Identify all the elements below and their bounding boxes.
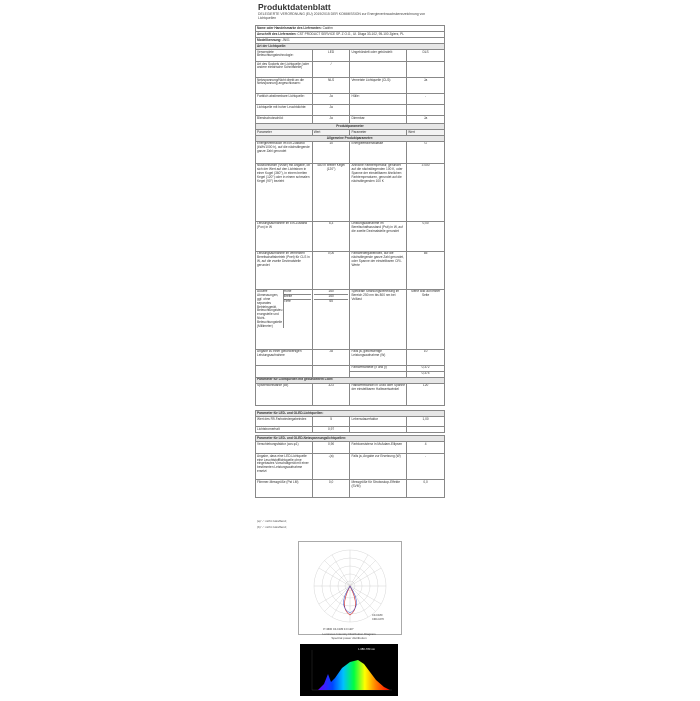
section-led-oled: Parameter für LED- und OLED-Lichtquellen: bbox=[256, 411, 445, 417]
table-cell: Farbkonsistenz in McAdam-Ellipsen bbox=[350, 442, 407, 454]
table-cell: - bbox=[407, 454, 445, 480]
table-cell: Lichtstromerhalt bbox=[256, 427, 313, 433]
polar-svg bbox=[299, 542, 401, 634]
table-cell: Blendschutzschild: bbox=[256, 115, 313, 123]
table-cell: 0,00 bbox=[407, 221, 445, 251]
table-cell: Ja bbox=[312, 349, 350, 365]
table-cell: Leistungsaufnahme im Ein-Zustand (Pon) in W bbox=[256, 221, 313, 251]
footnote-a: (a) '-': nicht zutreffend; bbox=[257, 519, 287, 523]
spectrum-chart bbox=[300, 644, 398, 696]
table-cell: Netzspannung/Nicht direkt an die Netzspannung angeschlossen: bbox=[256, 77, 313, 93]
table-cell: Energieverbrauch im Ein-Zustand (kWh/1000 h), auf die nächstliegende ganze Zahl gerundet bbox=[256, 141, 313, 163]
table-cell: 0,372 bbox=[407, 365, 445, 371]
table-cell: Lichtquelle mit hoher Leuchtdichte: bbox=[256, 104, 313, 115]
footnote-b: (b) '-': nicht zutreffend; bbox=[257, 525, 287, 529]
table-cell: Spitzenlichtstärke (cd) bbox=[256, 383, 313, 405]
table-cell: Wert des R9-Farbwiedergabeindex bbox=[256, 417, 313, 427]
page-title: Produktdatenblatt bbox=[258, 2, 331, 12]
table-cell: -(a) bbox=[312, 454, 350, 480]
table-cell: Ja bbox=[312, 93, 350, 104]
text-label: 65 bbox=[329, 299, 333, 304]
table-cell: Vernetzte Lichtquelle (CLS): bbox=[350, 77, 407, 93]
section-lightsource-type: Art der Lichtquelle: bbox=[256, 43, 445, 49]
polar-footer: 0°-3600 C0-C180 0.0 120° bbox=[323, 628, 354, 631]
table-cell: Messgröße für Stroboskop-Effekte (SVM) bbox=[350, 480, 407, 498]
table-cell: 1,00 bbox=[407, 417, 445, 427]
text-label: Cadrim bbox=[322, 25, 333, 30]
table-cell: 4 bbox=[407, 442, 445, 454]
table-cell: Wert bbox=[407, 129, 445, 135]
table-cell: DLS bbox=[407, 49, 445, 61]
table-cell: Wert bbox=[312, 129, 350, 135]
table-cell: 480 in breiter Kegel (120°) bbox=[312, 163, 350, 221]
text-label: Name oder Handelsmarke des Lieferanten: bbox=[257, 25, 322, 30]
text-label: Luminous Intensity Distribution Diagram bbox=[322, 632, 376, 636]
section-product-params: Produktparameter bbox=[256, 123, 445, 129]
table-cell: 0,374 bbox=[407, 371, 445, 377]
table-cell: 5,3 bbox=[312, 221, 350, 251]
table-cell: 5 bbox=[312, 417, 350, 427]
table-cell: Ähnliche Farbtemperatur, gerundet auf die nächstliegenden 100 K, oder Spanne der einstellbaren ähnlichen Farbtemperaturen, gerundet auf die nächstliegenden 100 K bbox=[350, 163, 407, 221]
table-cell bbox=[312, 365, 350, 377]
table-cell: Dimmbar: bbox=[350, 115, 407, 123]
table-cell: 3 000 bbox=[407, 163, 445, 221]
table-cell: Lebensdauerfaktor bbox=[350, 417, 407, 427]
table-cell: Ja bbox=[407, 77, 445, 93]
table-cell: Leistungsaufnahme im Bereitschaftszustand (Psb) in W, auf die zweite Dezimalstelle gerundet bbox=[350, 221, 407, 251]
table-cell: LED bbox=[312, 49, 350, 61]
table-cell: Angabe, dass eine LED-Lichtquelle eine Leuchtstofflichtquelle ohne eingebautes Vorschaltgerät mit einer bestimmten Leistungsaufnahme ersetzt bbox=[256, 454, 313, 480]
table-cell: Ja bbox=[407, 115, 445, 123]
table-cell: Farbwiedergabeindex, auf die nächstliegende ganze Zahl gerundet, oder Spanne der einstellbaren CRI-Werte bbox=[350, 251, 407, 289]
table-cell: 0,0 bbox=[312, 480, 350, 498]
table-cell: Leistungsaufnahme im vernetzten Bereitschaftsbetrieb (Pnet) für CLS in W, auf die zweite Dezimalstelle gerundet bbox=[256, 251, 313, 289]
table-cell: / bbox=[312, 61, 350, 77]
table-cell bbox=[312, 289, 350, 349]
section-led-oled-mains: Parameter für LED- und OLED-Netzspannungslichtquellen: bbox=[256, 436, 445, 442]
text-label: JN01 bbox=[282, 37, 290, 42]
regulation-subtitle: DELEGIERTE VERORDNUNG (EU) 2019/2015 DER KOMMISSION zur Energieverbrauchskennzeichnung von Lichtquellen bbox=[258, 12, 426, 21]
table-cell: Farbwertanteile (x und y) bbox=[350, 365, 407, 371]
text-label: Tiefe bbox=[283, 299, 291, 304]
table-cell: Ja bbox=[312, 104, 350, 115]
text-label: Anschrift des Lieferanten: bbox=[257, 31, 297, 36]
table-cell bbox=[350, 61, 407, 77]
table-cell: Verschiebungsfaktor (cos φ1) bbox=[256, 442, 313, 454]
polar-diagram bbox=[298, 541, 402, 635]
table-cell: 0,0 bbox=[407, 480, 445, 498]
table-cell: 85 bbox=[407, 251, 445, 289]
table-cell: Ja bbox=[312, 115, 350, 123]
dimensions-cell bbox=[256, 289, 313, 349]
table-cell bbox=[350, 104, 407, 115]
table-cell: Parameter bbox=[350, 129, 407, 135]
text-label: Spectral power distribution bbox=[331, 635, 367, 640]
table-cell: Energieeffizienzklasse bbox=[350, 141, 407, 163]
table-cell: Nutzlichtstrom (Φuse) mit Angabe, ob sich der Wert auf den Lichtstrom in einer Kugel (360°), in einem breiten Kegel (120°) oder in einem schmalen Kegel (90°) bezieht bbox=[256, 163, 313, 221]
table-cell: Angabe zu einer gleichwertigen Leistungsaufnahme bbox=[256, 349, 313, 365]
table-cell: 0,97 bbox=[312, 427, 350, 433]
text-label: Äußere Abmessungen, ggf. ohne separates Betriebsgerät, Beleuchtungssteuerungsteile und Nicht-Beleuchtungsteile (Millimeter) bbox=[257, 289, 283, 328]
section-directional: Parameter für Lichtquellen mit gebündeltem Licht: bbox=[256, 377, 445, 383]
text-label: Breite bbox=[284, 295, 311, 300]
table-cell: - bbox=[407, 93, 445, 104]
spectrum-title: λ 380-780 nm bbox=[358, 647, 376, 651]
table-cell bbox=[407, 104, 445, 115]
text-label: Höhe bbox=[284, 290, 311, 295]
product-data-table bbox=[255, 25, 445, 498]
polar-legend-c0: C0-C180 bbox=[372, 614, 383, 617]
table-cell: Art des Sockels der Lichtquelle (oder andere elektrische Schnittstelle) bbox=[256, 61, 313, 77]
table-cell: Flimmer-Messgröße (Pst LM) bbox=[256, 480, 313, 498]
table-cell: Ungebündelt oder gebündelt: bbox=[350, 49, 407, 61]
table-cell bbox=[407, 61, 445, 77]
table-cell: G bbox=[407, 141, 445, 163]
table-cell: Spektrale Strahlungsverteilung im Bereich 250 nm bis 800 nm bei Volllast bbox=[350, 289, 407, 349]
table-cell: 10 bbox=[407, 349, 445, 365]
table-cell: Hülle: bbox=[350, 93, 407, 104]
table-cell: Falls ja, gleichwertige Leistungsaufnahme (W) bbox=[350, 349, 407, 365]
polar-caption bbox=[298, 633, 400, 641]
table-cell: Halbwertswinkel in Grad oder Spanne der einstellbaren Halbwertswinkel bbox=[350, 383, 407, 405]
table-cell: 323 bbox=[312, 383, 350, 405]
table-cell: 10 bbox=[312, 141, 350, 163]
table-cell: 0,90 bbox=[312, 442, 350, 454]
table-cell: 120 bbox=[407, 383, 445, 405]
table-cell: 0,00 bbox=[312, 251, 350, 289]
table-cell: NLS bbox=[312, 77, 350, 93]
text-label: 160 bbox=[314, 295, 349, 300]
table-cell bbox=[256, 365, 313, 377]
table-cell: Verwendete Beleuchtungstechnologie: bbox=[256, 49, 313, 61]
table-cell: Falls ja, Angabe zur Ersetzung (W) bbox=[350, 454, 407, 480]
polar-legend-c90: C90-C270 bbox=[372, 618, 384, 621]
table-cell: Farblich abstimmbare Lichtquelle: bbox=[256, 93, 313, 104]
spectrum-svg bbox=[300, 644, 398, 696]
spectrum-curve bbox=[318, 660, 390, 690]
table-cell: Allgemeine Produktparameter: bbox=[256, 135, 445, 141]
text-label: Modellkennung: bbox=[257, 37, 282, 42]
text-label: CST PRODUCT SERVICE SP. Z O.O., Ul. Długa 33-102, 95-100 Zgierz, PL bbox=[297, 31, 404, 36]
text-label: 160 bbox=[314, 290, 349, 295]
table-cell: Parameter bbox=[256, 129, 313, 135]
table-cell: Siehe Bild auf letzter Seite bbox=[407, 289, 445, 349]
